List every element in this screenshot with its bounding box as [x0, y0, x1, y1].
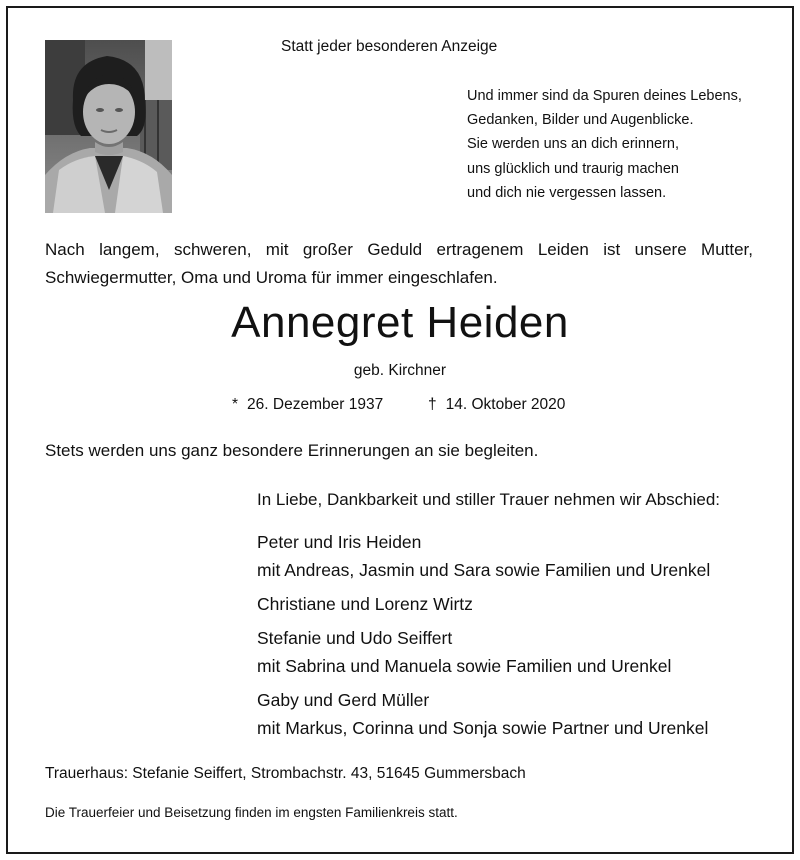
- family-entry: [257, 624, 710, 680]
- intro-text: Nach langem, schweren, mit großer Geduld ertragenem Leiden ist unsere Mutter, Schwiegermutter, Oma und Uroma für immer eingeschlafen.: [45, 240, 753, 287]
- family-names: Peter und Iris Heiden: [257, 532, 422, 552]
- family-names: Gaby und Gerd Müller: [257, 690, 430, 710]
- family-names: Stefanie und Udo Seiffert: [257, 628, 453, 648]
- farewell-text: In Liebe, Dankbarkeit und stiller Trauer nehmen wir Abschied:: [257, 490, 721, 509]
- poem-line: Und immer sind da Spuren deines Lebens,: [467, 88, 742, 104]
- ceremony-note: Die Trauerfeier und Beisetzung finden im engsten Familienkreis statt.: [45, 805, 458, 820]
- birth-date: 26. Dezember 1937: [247, 396, 384, 413]
- death-cross-icon: †: [428, 396, 437, 413]
- poem-line: und dich nie vergessen lassen.: [467, 184, 667, 201]
- deceased-name: Annegret Heiden: [231, 298, 569, 347]
- family-entry: [257, 686, 710, 742]
- birth-star-icon: *: [232, 396, 239, 413]
- poem: [467, 84, 742, 205]
- family-entry: [257, 528, 710, 584]
- family-names: Christiane und Lorenz Wirtz: [257, 594, 473, 614]
- mourning-house: Trauerhaus: Stefanie Seiffert, Strombachstr. 43, 51645 Gummersbach: [45, 765, 526, 782]
- portrait-photo: [45, 40, 172, 213]
- family-with: mit Markus, Corinna und Sonja sowie Partner und Urenkel: [257, 718, 709, 738]
- poem-line: uns glücklich und traurig machen: [467, 160, 679, 177]
- poem-line: Gedanken, Bilder und Augenblicke.: [467, 112, 694, 129]
- poem-line: Sie werden uns an dich erinnern,: [467, 136, 679, 153]
- birth-info: [232, 396, 383, 414]
- death-info: [428, 396, 565, 414]
- header-note: Statt jeder besonderen Anzeige: [281, 38, 498, 55]
- family-with: mit Sabrina und Manuela sowie Familien und Urenkel: [257, 656, 672, 676]
- death-date: 14. Oktober 2020: [445, 396, 566, 413]
- family-with: mit Andreas, Jasmin und Sara sowie Familien und Urenkel: [257, 560, 711, 580]
- families-list: [257, 528, 710, 748]
- family-entry: [257, 590, 710, 618]
- maiden-name: geb. Kirchner: [353, 362, 447, 379]
- closing-text: Stets werden uns ganz besondere Erinnerungen an sie begleiten.: [45, 441, 539, 460]
